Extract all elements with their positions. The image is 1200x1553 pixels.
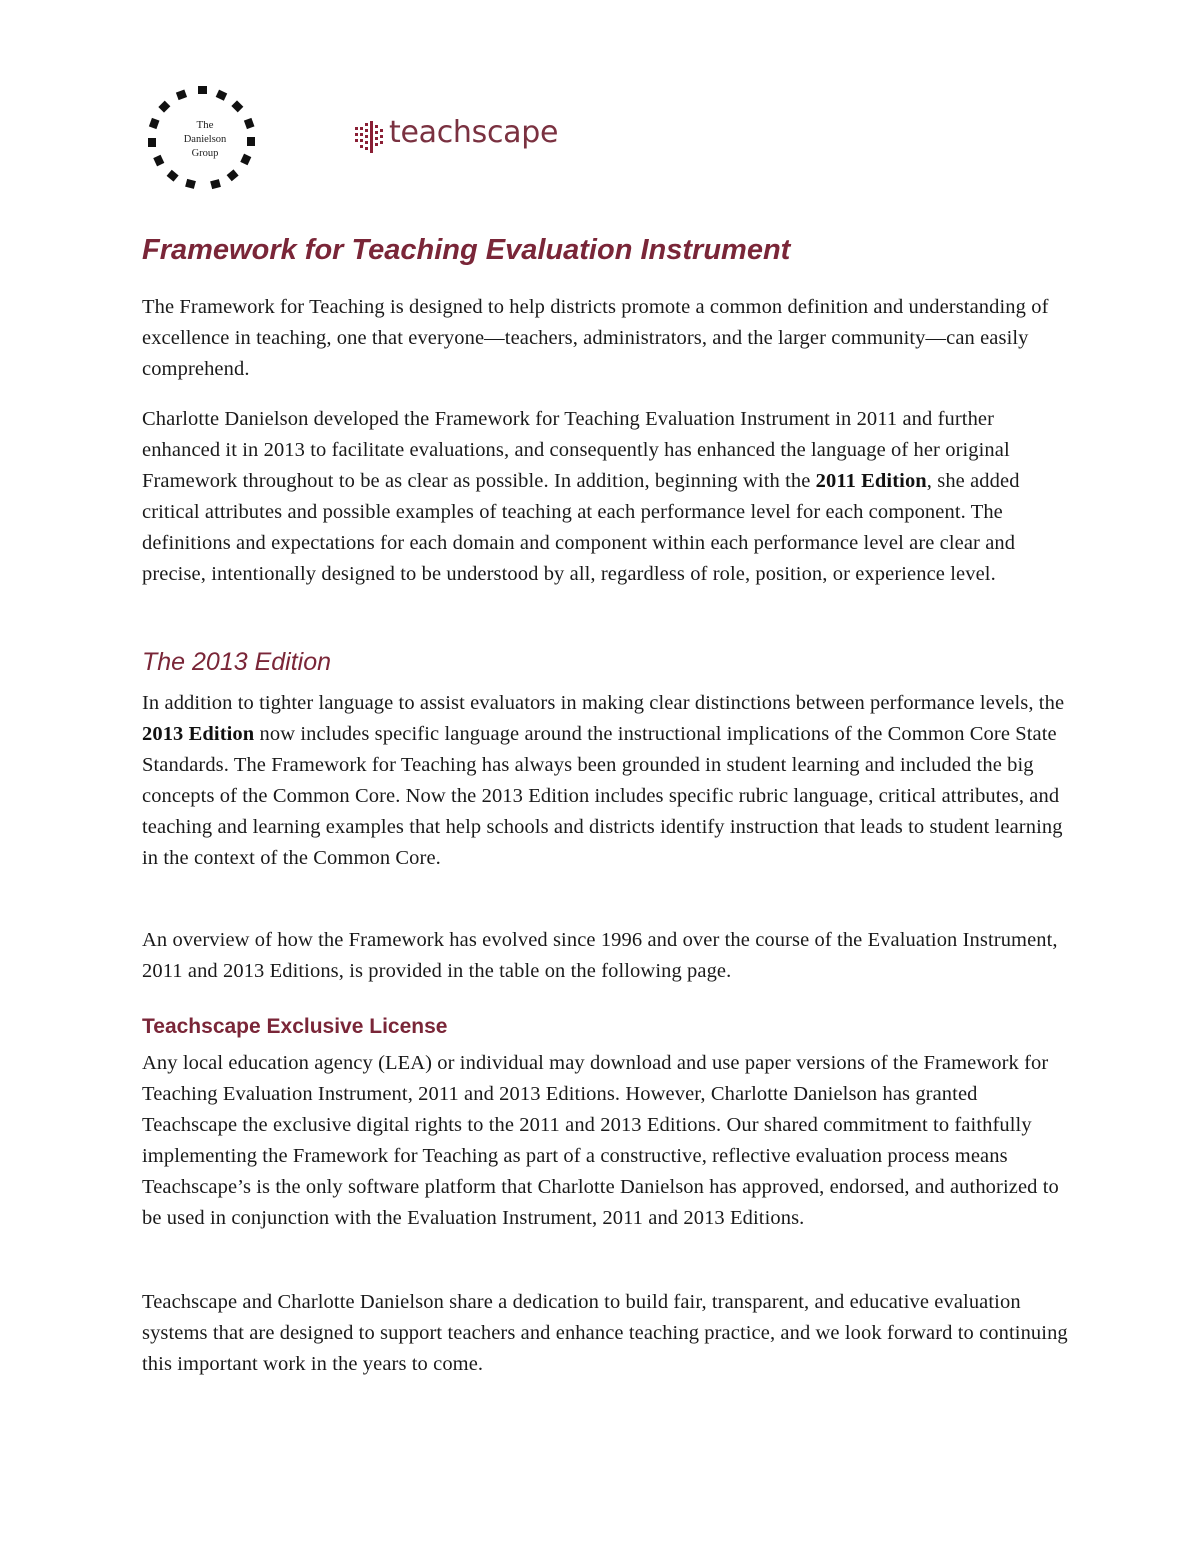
document-body [142,230,1072,1375]
bold-edition-2011: 2011 Edition [815,470,927,492]
text-span: now includes specific language around the instructional implications of the Common Core State Standards. The Framework for Teaching has always been grounded in student learning and included the big concepts of the Common Core. Now the 2013 Edition includes specific rubric language, critical attributes, and teaching and learning examples that help schools and districts identify instruction that leads to student learning in the context of the Common Core. [142,723,1063,869]
logo-text-line3: Group [191,148,219,159]
teachscape-logo [355,115,585,159]
license-paragraph-1: Any local education agency (LEA) or individual may download and use paper versions of the Framework for Teaching Evaluation Instrument, 2011 and 2013 Editions. However, Charlotte Danielson has granted Teachscape the exclusive digital rights to the 2011 and 2013 Editions. Our shared commitment to faithfully implementing the Framework for Teaching as part of a constructive, reflective evaluation process means Teachscape’s is the only software platform that Charlotte Danielson has approved, endorsed, and authorized to be used in conjunction with the Evaluation Instrument, 2011 and 2013 Editions. [142,1052,1059,1229]
intro-paragraph-2 [142,404,1072,590]
page-title: Framework for Teaching Evaluation Instrument [142,234,791,266]
text-span: In addition to tighter language to assist evaluators in making clear distinctions between performance levels, the [142,692,1065,714]
intro-paragraph-1: The Framework for Teaching is designed to help districts promote a common definition and understanding of excellence in teaching, one that everyone—teachers, administrators, and the larger community—can easily comprehend. [142,296,1049,380]
license-paragraph-2: Teachscape and Charlotte Danielson share a dedication to build fair, transparent, and educative evaluation systems that are designed to support teachers and enhance teaching practice, and we look forward to continuing this important work in the years to come. [142,1291,1068,1375]
section-heading-2013-edition: The 2013 Edition [142,648,332,676]
edition-paragraph-1 [142,688,1072,874]
bold-edition-2013: 2013 Edition [142,723,255,745]
text-span: Charlotte Danielson developed the Framework for Teaching Evaluation Instrument in 2011 and further enhanced it in 2013 to facilitate evaluations, and consequently has enhanced the language of her original Framework throughout to be as clear as possible. In addition, beginning with the [142,408,1010,492]
teachscape-wordmark: teachscape [389,115,559,150]
teachscape-dot-grid-icon [355,121,385,153]
section-heading-license: Teachscape Exclusive License [142,1015,448,1038]
danielson-group-logo [142,84,268,192]
text-span: , she added critical attributes and possible examples of teaching at each performance level for each component. The definitions and expectations for each domain and component within each performance level are clear and precise, intentionally designed to be understood by all, regardless of role, position, or experience level. [142,470,1020,585]
logo-text-line1: The [196,119,214,131]
edition-paragraph-2: An overview of how the Framework has evolved since 1996 and over the course of the Evaluation Instrument, 2011 and 2013 Editions, is provided in the table on the following page. [142,929,1058,982]
logo-text-line2: Danielson [183,134,227,145]
